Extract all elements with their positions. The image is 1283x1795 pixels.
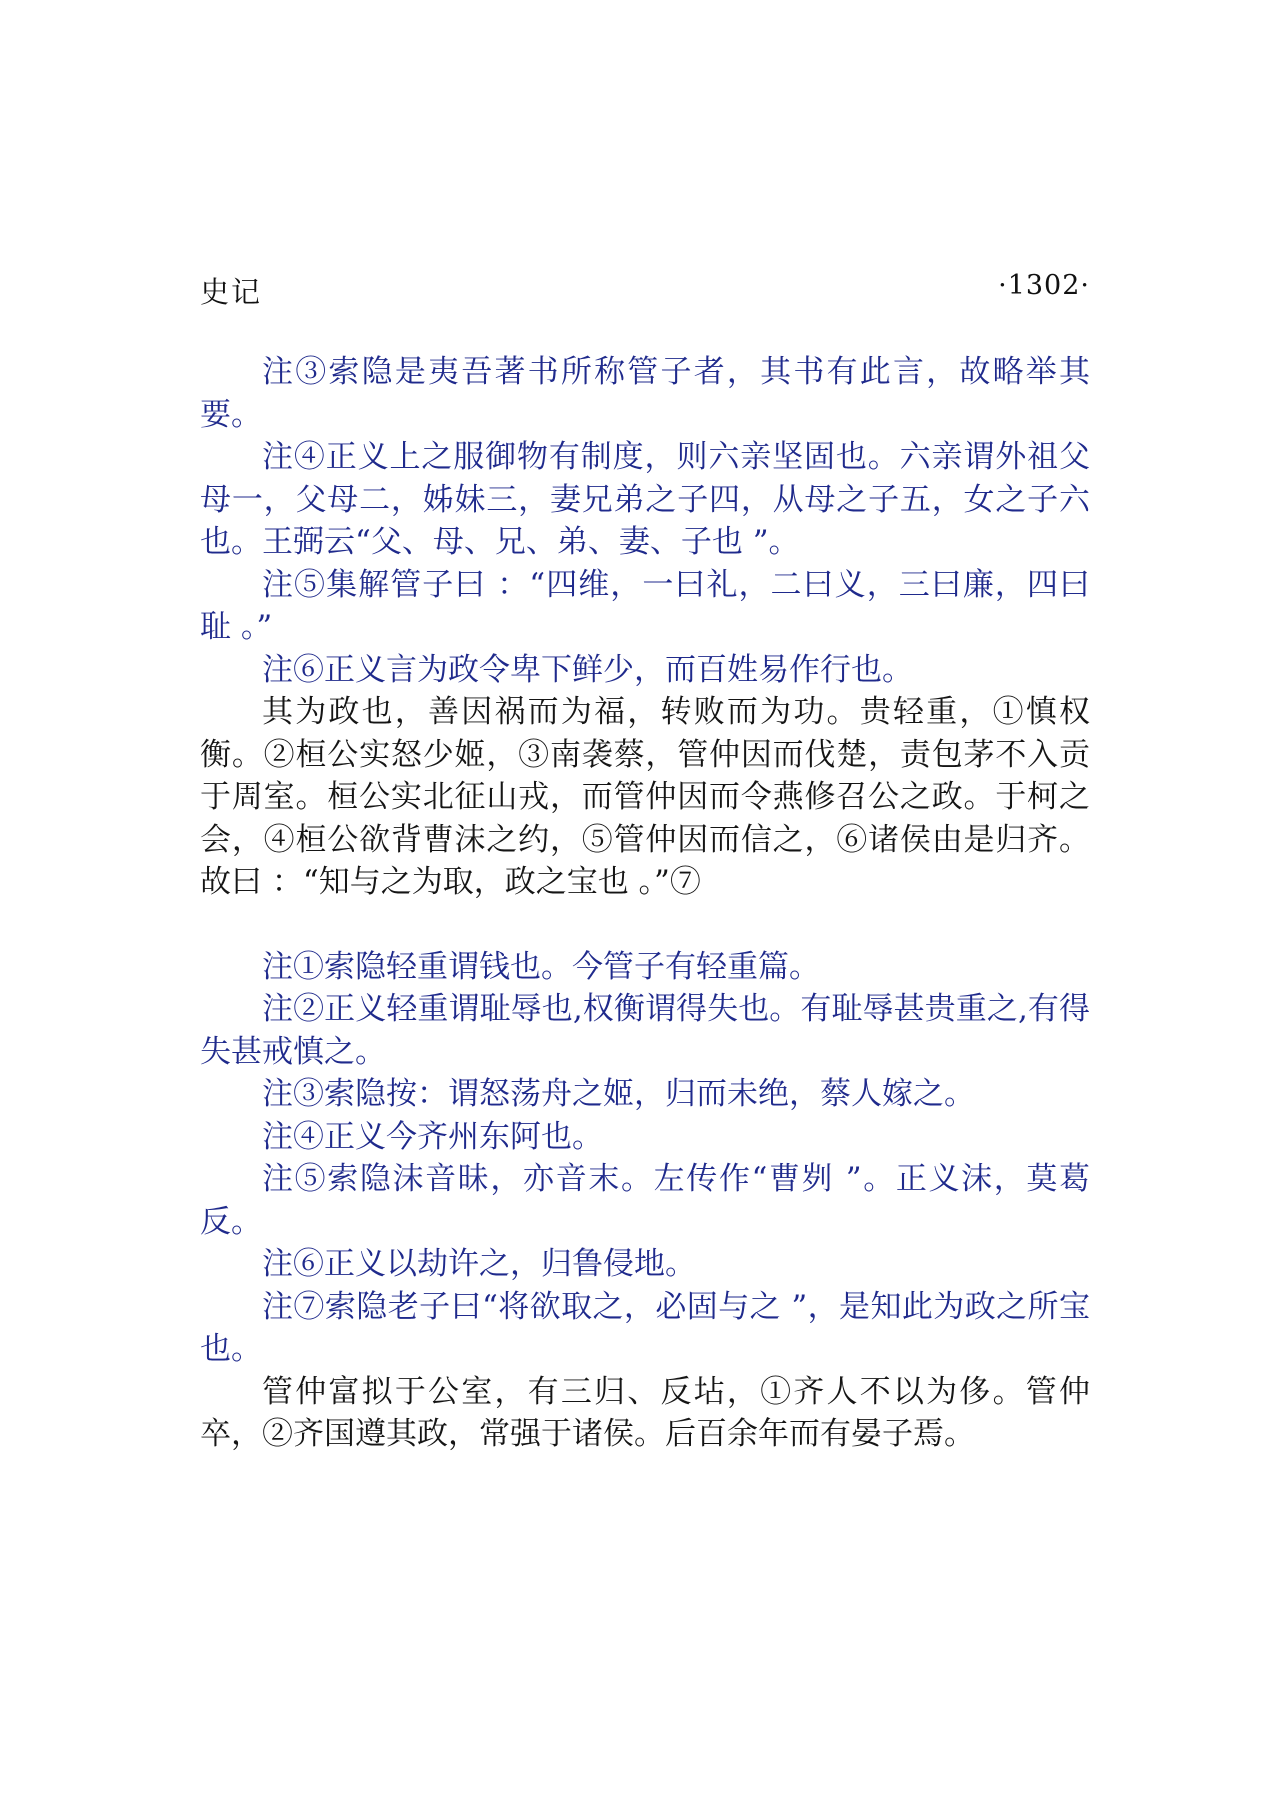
note-paragraph: 注④正义上之服御物有制度，则六亲坚固也。六亲谓外祖父母一，父母二，姊妹三，妻兄弟之子四，从母之子五，女之子六也。王弼云“父、母、兄、弟、妻、子也 ”。 [200,439,1090,560]
page-number: ·1302· [998,270,1090,301]
note-paragraph: 注⑥正义言为政令卑下鲜少，而百姓易作行也。 [262,651,913,688]
note-paragraph: 注⑤集解管子曰 ：“四维，一曰礼，二曰义，三曰廉，四曰耻 。” [200,566,1090,645]
note-paragraph: 注④正义今齐州东阿也。 [262,1118,603,1155]
note-paragraph: 注⑥正义以劫许之，归鲁侵地。 [262,1246,696,1282]
note-paragraph: 注⑤索隐沫音昧，亦音末。左传作“曹刿 ”。正义沫，莫葛反。 [200,1161,1090,1240]
paragraph-spacer [200,904,1090,946]
page-header [200,270,1090,310]
main-paragraph: 其为政也，善因祸而为福，转败而为功。贵轻重，①慎权衡。②桓公实怒少姬，③南袭蔡，管仲因而伐楚，责包茅不入贡于周室。桓公实北征山戎，而管仲因而令燕修召公之政。于柯之会，④桓公欲背曹沫之约，⑤管仲因而信之，⑥诸侯由是归齐。故曰 ：“知与之为取，政之宝也 。”⑦ [200,694,1090,900]
note-paragraph: 注⑦索隐老子曰“将欲取之，必固与之 ”，是知此为政之所宝也。 [200,1288,1090,1367]
note-paragraph: 注③索隐是夷吾著书所称管子者，其书有此言，故略举其要。 [200,354,1090,433]
page-body [200,351,1090,1456]
note-paragraph: 注②正义轻重谓耻辱也,权衡谓得失也。有耻辱甚贵重之,有得失甚戒慎之。 [200,991,1090,1070]
note-paragraph: 注③索隐按：谓怒荡舟之姬，归而未绝，蔡人嫁之。 [262,1076,975,1112]
book-title: 史记 [200,275,263,309]
note-paragraph: 注①索隐轻重谓钱也。今管子有轻重篇。 [262,948,820,985]
main-paragraph: 管仲富拟于公室，有三归、反坫，①齐人不以为侈。管仲卒，②齐国遵其政，常强于诸侯。后百余年而有晏子焉。 [200,1373,1090,1452]
